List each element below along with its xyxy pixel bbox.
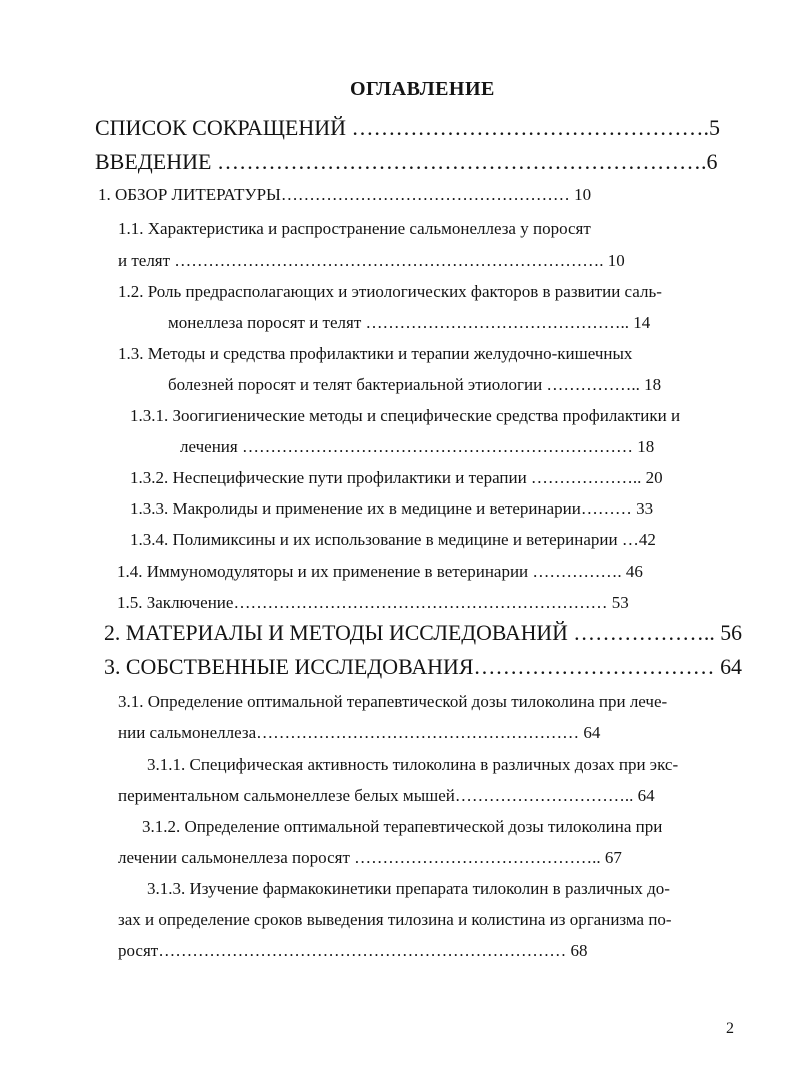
toc-entry-3-1-3: 3.1.3. Изучение фармакокинетики препарата тилоколин в различных до- xyxy=(147,879,670,898)
toc-entry-1-1-cont: и телят …………………………………………………………………. 10 xyxy=(118,251,625,270)
toc-entry-1-3-2: 1.3.2. Неспецифические пути профилактики и терапии ……………….. 20 xyxy=(130,468,663,487)
toc-entry-1-3: 1.3. Методы и средства профилактики и терапии желудочно-кишечных xyxy=(118,344,633,363)
toc-entry-abbreviations: СПИСОК СОКРАЩЕНИЙ ………………………………………….5 xyxy=(95,115,721,140)
toc-entry-1-3-1-cont: лечения …………………………………………………………… 18 xyxy=(180,437,655,456)
toc-entry-3-1-3-cont: зах и определение сроков выведения тилозина и колистина из организма по- xyxy=(118,910,672,929)
toc-entry-3-1-cont: нии сальмонеллеза………………………………………………… 64 xyxy=(118,723,601,742)
toc-entry-3-1-3-end: росят……………………………………………………………… 68 xyxy=(118,941,588,960)
toc-entry-introduction: ВВЕДЕНИЕ ………………………………………………………….6 xyxy=(95,149,718,174)
toc-entry-1: 1. ОБЗОР ЛИТЕРАТУРЫ…………………………………………… 10 xyxy=(98,185,592,204)
toc-entry-1-3-1: 1.3.1. Зоогигиенические методы и специфические средства профилактики и xyxy=(130,406,681,425)
toc-entry-3-1-2-cont: лечении сальмонеллеза поросят …………………………………….. 67 xyxy=(118,848,622,867)
toc-entry-3-1-1: 3.1.1. Специфическая активность тилоколина в различных дозах при экс- xyxy=(147,755,679,774)
toc-entry-3-1-2: 3.1.2. Определение оптимальной терапевтической дозы тилоколина при xyxy=(142,817,663,836)
toc-entry-3-1-1-cont: периментальном сальмонеллезе белых мышей………………………….. 64 xyxy=(118,786,655,805)
toc-entry-1-2-cont: монеллеза поросят и телят ……………………………………….. 14 xyxy=(168,313,651,332)
toc-entry-1-4: 1.4. Иммуномодуляторы и их применение в ветеринарии ……………. 46 xyxy=(117,562,643,581)
toc-entry-1-5: 1.5. Заключение………………………………………………………… 53 xyxy=(117,593,629,612)
toc-entry-1-1: 1.1. Характеристика и распространение сальмонеллеза у поросят xyxy=(118,219,591,238)
toc-entry-3: 3. СОБСТВЕННЫЕ ИССЛЕДОВАНИЯ…………………………… 64 xyxy=(104,654,742,679)
toc-entry-1-3-cont: болезней поросят и телят бактериальной этиологии …………….. 18 xyxy=(168,375,662,394)
toc-entry-1-3-4: 1.3.4. Полимиксины и их использование в медицине и ветеринарии …42 xyxy=(130,530,656,549)
toc-entry-1-3-3: 1.3.3. Макролиды и применение их в медицине и ветеринарии……… 33 xyxy=(130,499,654,518)
page-number: 2 xyxy=(726,1020,734,1037)
page-title: ОГЛАВЛЕНИЕ xyxy=(350,78,495,100)
toc-entry-3-1: 3.1. Определение оптимальной терапевтической дозы тилоколина при лече- xyxy=(118,692,668,711)
toc-entry-1-2: 1.2. Роль предрасполагающих и этиологических факторов в развитии саль- xyxy=(118,282,662,301)
toc-entry-2: 2. МАТЕРИАЛЫ И МЕТОДЫ ИССЛЕДОВАНИЙ ……………….. 56 xyxy=(104,620,742,645)
